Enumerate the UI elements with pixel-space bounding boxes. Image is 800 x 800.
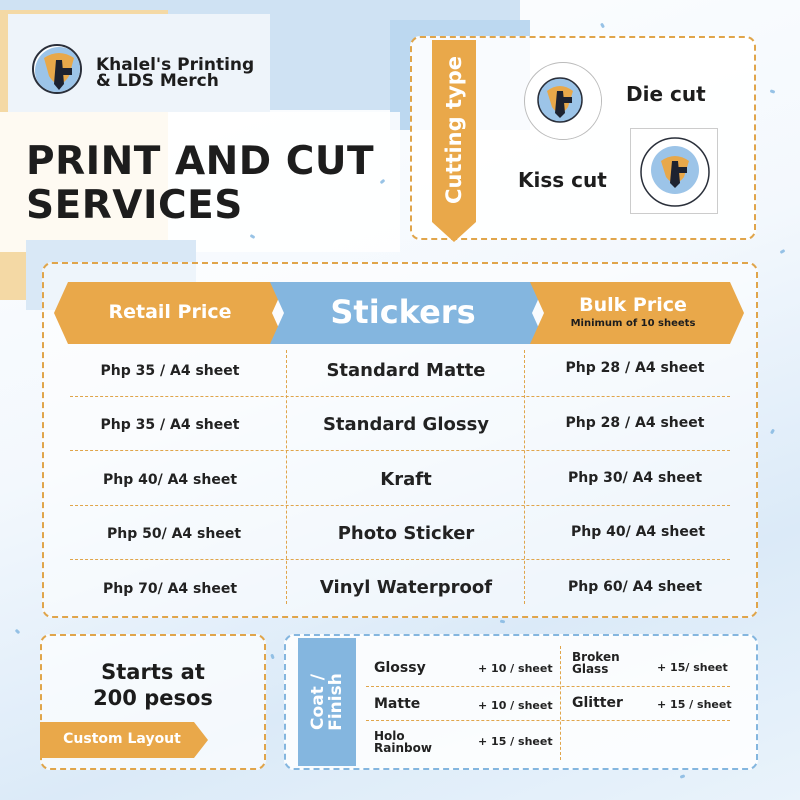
finish-holo-line2: Rainbow xyxy=(374,741,432,755)
table-divider xyxy=(70,559,730,560)
flake xyxy=(770,429,775,435)
bulk-price-cell: Php 28 / A4 sheet xyxy=(565,360,705,376)
table-divider xyxy=(524,350,525,604)
sticker-type-cell: Standard Matte xyxy=(326,360,486,381)
coat-finish-tab-label xyxy=(309,673,345,731)
die-cut-sticker-icon xyxy=(524,62,602,140)
finish-holo-price: + 15 / sheet xyxy=(478,735,553,748)
table-divider xyxy=(70,450,730,451)
table-divider xyxy=(286,350,287,604)
coat-finish-tab-line2: Finish xyxy=(326,673,346,731)
finish-divider xyxy=(366,686,730,687)
flake xyxy=(15,629,21,635)
finish-matte-price: + 10 / sheet xyxy=(478,699,553,712)
flake xyxy=(680,774,686,779)
bulk-price-cell: Php 40/ A4 sheet xyxy=(570,524,706,540)
page-title xyxy=(26,140,374,228)
table-divider xyxy=(70,396,730,397)
brand-logo-icon xyxy=(32,44,82,94)
finish-broken-glass-line1: Broken xyxy=(572,650,620,664)
stickers-header: Stickers xyxy=(330,293,476,331)
finish-glossy-price: + 10 / sheet xyxy=(478,662,553,675)
finish-broken-glass-line2: Glass xyxy=(572,662,609,676)
bulk-price-note: Minimum of 10 sheets xyxy=(570,318,696,329)
custom-layout-label: Custom Layout xyxy=(63,731,181,747)
bulk-price-cell: Php 30/ A4 sheet xyxy=(567,470,703,486)
finish-broken-glass-price: + 15/ sheet xyxy=(657,661,728,674)
retail-price-cell: Php 70/ A4 sheet xyxy=(102,581,238,597)
kiss-cut-label: Kiss cut xyxy=(518,168,607,192)
finish-divider xyxy=(560,646,561,760)
flake xyxy=(770,89,776,94)
flake xyxy=(600,23,605,29)
die-cut-label: Die cut xyxy=(626,82,706,106)
flake xyxy=(780,249,786,254)
cutting-type-label: Cutting type xyxy=(442,56,466,204)
brand-name-line2: & LDS Merch xyxy=(96,71,219,91)
finish-glitter-price: + 15 / sheet xyxy=(657,698,732,711)
finish-glossy-label: Glossy xyxy=(374,660,426,676)
sticker-type-cell: Vinyl Waterproof xyxy=(319,577,493,598)
finish-divider xyxy=(366,720,730,721)
brand-name-line1: Khalel's Printing xyxy=(96,55,255,75)
bulk-price-header: Bulk Price xyxy=(579,294,687,316)
bulk-price-cell: Php 28 / A4 sheet xyxy=(565,415,705,431)
sticker-type-cell: Standard Glossy xyxy=(322,414,490,435)
retail-price-cell: Php 40/ A4 sheet xyxy=(102,472,238,488)
retail-price-cell: Php 50/ A4 sheet xyxy=(106,526,242,542)
finish-holo-label xyxy=(374,730,432,754)
brand-card xyxy=(8,14,270,112)
retail-price-cell: Php 35 / A4 sheet xyxy=(100,417,240,433)
kiss-cut-sticker-icon xyxy=(630,128,718,214)
finish-matte-label: Matte xyxy=(374,696,421,712)
flake xyxy=(270,654,275,660)
finish-glitter-label: Glitter xyxy=(572,695,623,711)
sticker-type-cell: Photo Sticker xyxy=(337,523,475,544)
retail-price-header: Retail Price xyxy=(108,301,232,323)
coat-finish-tab-line1: Coat / xyxy=(308,674,328,730)
retail-price-cell: Php 35 / A4 sheet xyxy=(100,363,240,379)
table-divider xyxy=(70,505,730,506)
page-title-line1: PRINT AND CUT xyxy=(26,139,375,184)
starting-price: 200 pesos xyxy=(93,686,213,710)
sticker-type-cell: Kraft xyxy=(380,469,432,490)
flake xyxy=(500,620,505,624)
bulk-price-cell: Php 60/ A4 sheet xyxy=(567,579,703,595)
starts-at-label: Starts at xyxy=(101,660,205,684)
finish-holo-line1: Holo xyxy=(374,729,405,743)
finish-broken-glass-label xyxy=(572,651,620,675)
page-title-line2: SERVICES xyxy=(26,183,243,228)
